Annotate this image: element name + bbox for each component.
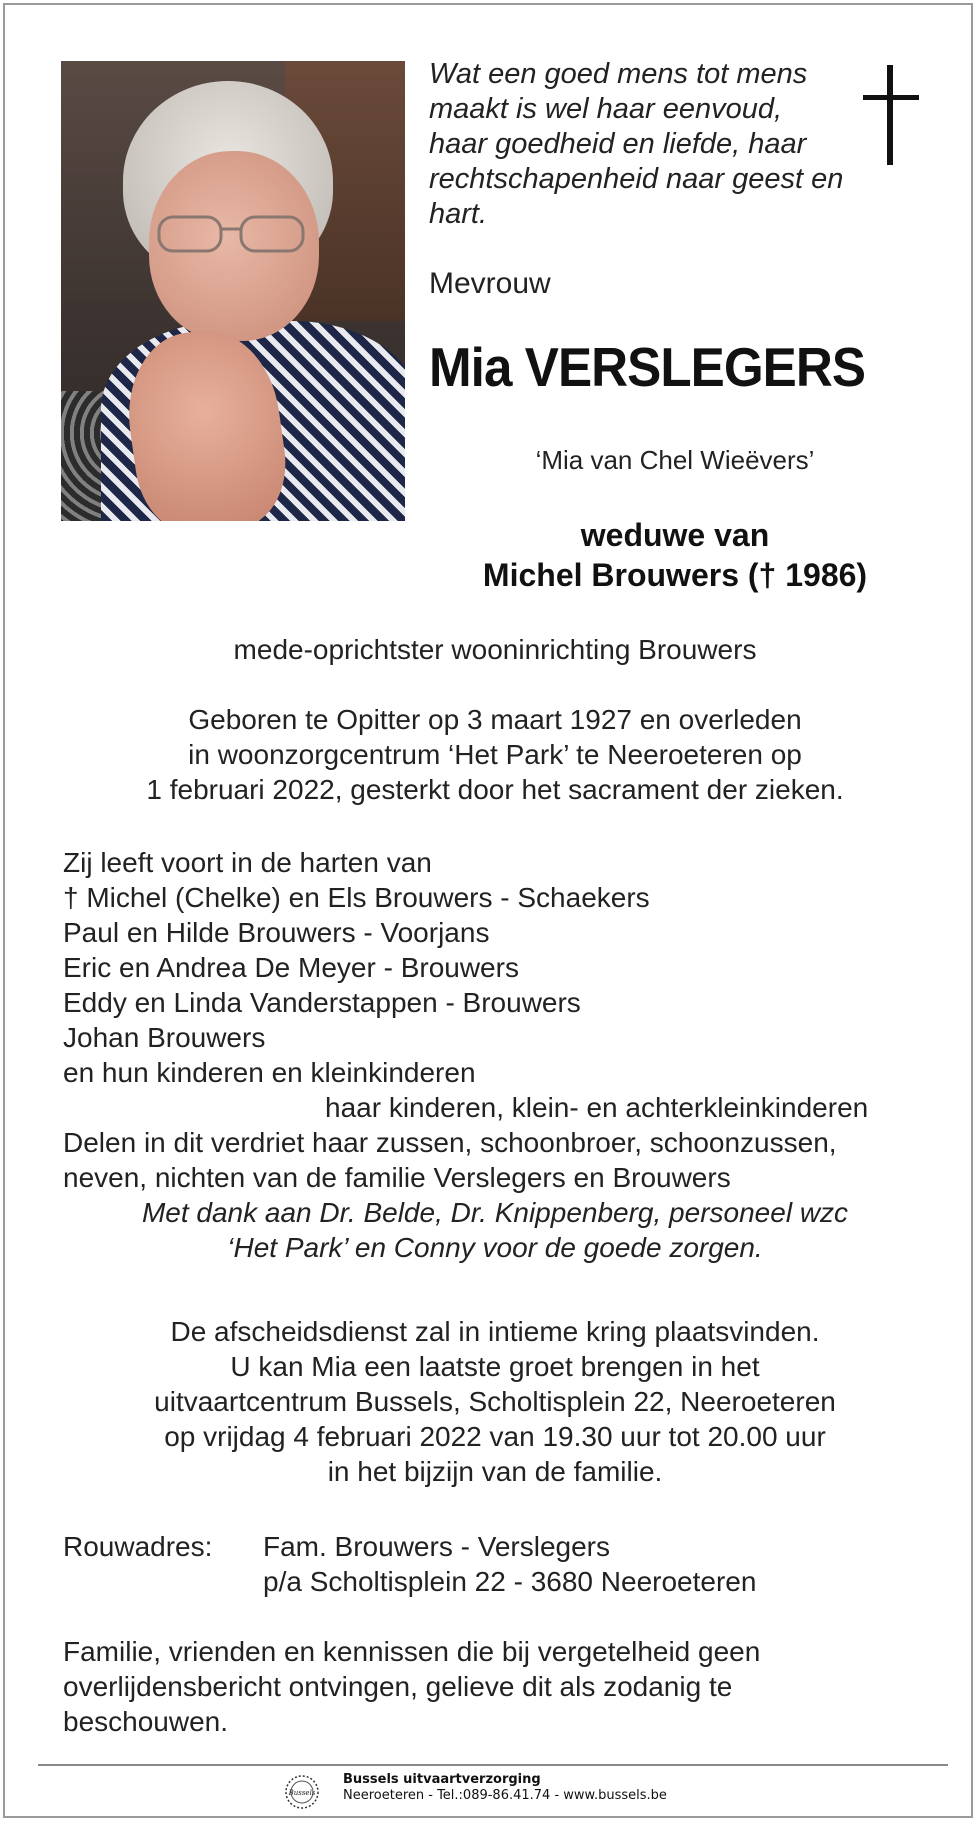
text-line: U kan Mia een laatste groet brengen in het — [230, 1351, 760, 1382]
list-item: neven, nichten van de familie Verslegers en Brouwers — [63, 1162, 731, 1193]
text-line: Familie, vrienden en kennissen die bij vergetelheid geen — [63, 1636, 761, 1667]
list-item: Eddy en Linda Vanderstappen - Brouwers — [63, 987, 581, 1018]
obituary-card — [3, 3, 973, 1818]
quote-line: haar goedheid en liefde, haar — [429, 128, 807, 160]
list-item: Zij leeft voort in de harten van — [63, 847, 432, 878]
occupation: mede-oprichtster wooninrichting Brouwers — [233, 634, 757, 665]
text-line: beschouwen. — [63, 1706, 229, 1737]
widow-of — [405, 515, 945, 595]
service-text — [45, 1314, 945, 1489]
text-line: op vrijdag 4 februari 2022 van 19.30 uur tot 20.00 uur — [164, 1421, 826, 1452]
mourning-address — [63, 1529, 756, 1599]
text-line: De afscheidsdienst zal in intieme kring plaatsvinden. — [170, 1316, 820, 1347]
text-line: Geboren te Opitter op 3 maart 1927 en overleden — [188, 704, 802, 735]
footer-company-info — [343, 1772, 667, 1804]
nickname: ‘Mia van Chel Wieëvers’ — [535, 445, 815, 475]
closing-text — [63, 1634, 963, 1739]
widow-spouse: Michel Brouwers († 1986) — [482, 557, 868, 593]
text-line: in woonzorgcentrum ‘Het Park’ te Neeroeteren op — [188, 739, 802, 770]
text-line: ‘Het Park’ en Conny voor de goede zorgen. — [227, 1232, 763, 1263]
address-line: p/a Scholtisplein 22 - 3680 Neeroeteren — [263, 1566, 757, 1597]
text-line: uitvaartcentrum Bussels, Scholtisplein 22, Neeroeteren — [154, 1386, 836, 1417]
thanks-text — [45, 1195, 945, 1265]
text-line: overlijdensbericht ontvingen, gelieve dit als zodanig te — [63, 1671, 733, 1702]
quote-line: hart. — [429, 198, 488, 230]
survivors-list — [63, 845, 963, 1195]
deceased-name: Mia VERSLEGERS — [429, 336, 866, 398]
bussels-logo — [283, 1773, 321, 1811]
text-line: Met dank aan Dr. Belde, Dr. Knippenberg, personeel wzc — [141, 1197, 849, 1228]
quote-line: Wat een goed mens tot mens — [429, 58, 808, 90]
memorial-quote — [429, 57, 869, 232]
list-item: Paul en Hilde Brouwers - Voorjans — [63, 917, 490, 948]
list-item: † Michel (Chelke) en Els Brouwers - Schaekers — [63, 882, 650, 913]
list-item: Delen in dit verdriet haar zussen, schoonbroer, schoonzussen, — [63, 1127, 837, 1158]
quote-line: maakt is wel haar eenvoud, — [429, 93, 783, 125]
text-line: 1 februari 2022, gesterkt door het sacrament der zieken. — [146, 774, 844, 805]
list-item: Eric en Andrea De Meyer - Brouwers — [63, 952, 519, 983]
address-label: Rouwadres: — [63, 1531, 213, 1562]
birth-death-text — [45, 702, 945, 807]
footer-divider — [38, 1764, 948, 1766]
company-contact: Neeroeteren - Tel.:089-86.41.74 - www.bussels.be — [343, 1788, 667, 1803]
salutation: Mevrouw — [429, 267, 551, 300]
company-name: Bussels uitvaartverzorging — [343, 1772, 541, 1787]
portrait-photo — [61, 61, 405, 521]
address-line: Fam. Brouwers - Verslegers — [263, 1531, 610, 1562]
logo-text: Bussels — [288, 1789, 316, 1797]
text-line: in het bijzijn van de familie. — [327, 1456, 663, 1487]
quote-line: rechtschapenheid naar geest en — [429, 163, 844, 195]
list-item: Johan Brouwers — [63, 1022, 266, 1053]
cross-icon — [863, 65, 919, 165]
list-item: haar kinderen, klein- en achterkleinkinderen — [325, 1092, 869, 1123]
list-item: en hun kinderen en kleinkinderen — [63, 1057, 476, 1088]
widow-line: weduwe van — [580, 517, 770, 553]
